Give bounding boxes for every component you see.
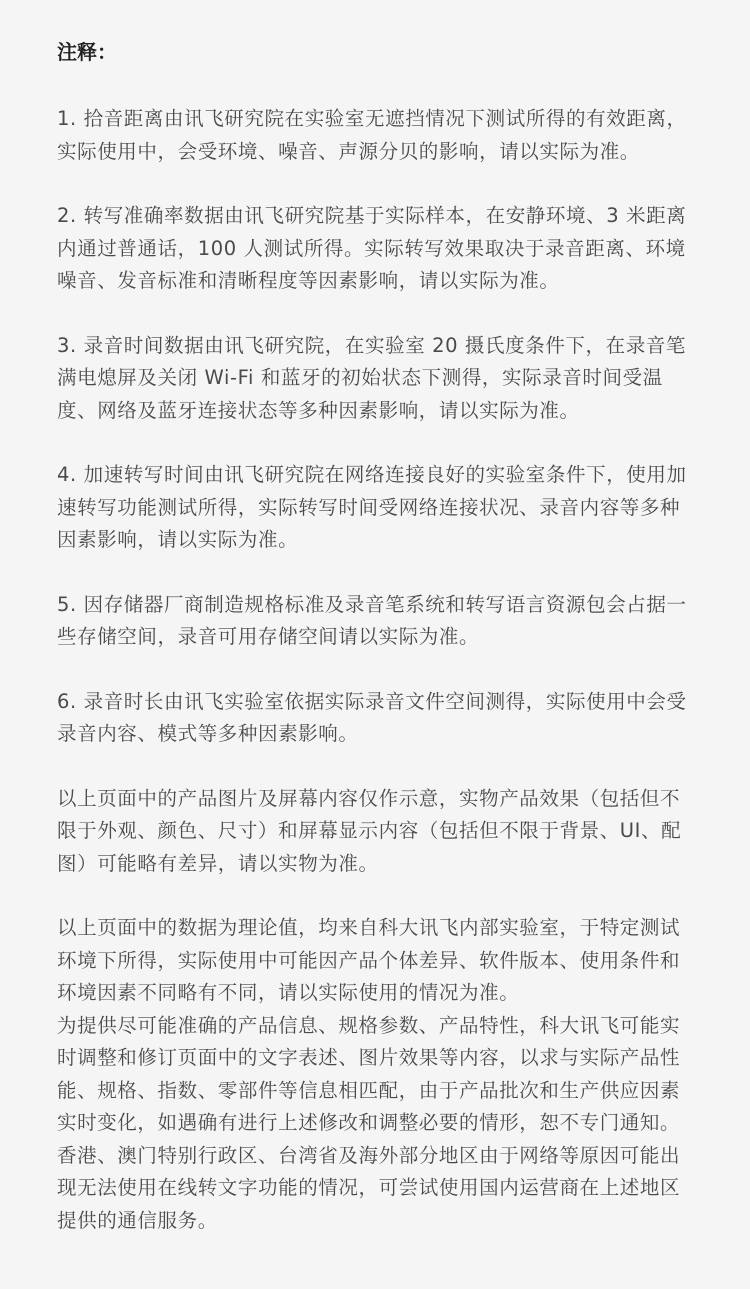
notes-heading: 注释： (57, 40, 117, 64)
note-4: 4. 加速转写时间由讯飞研究院在网络连接良好的实验室条件下，使用加速转写功能测试所得，实际转写时间受网络连接状况、录音内容等多种因素影响，请以实际为准。 (57, 463, 687, 551)
note-5: 5. 因存储器厂商制造规格标准及录音笔系统和转写语言资源包会占据一些存储空间，录音可用存储空间请以实际为准。 (57, 592, 687, 648)
note-2: 2. 转写准确率数据由讯飞研究院基于实际样本，在安静环境、3 米距离内通过普通话，100 人测试所得。实际转写效果取决于录音距离、环境噪音、发音标准和清晰程度等因素影响，请以实际为准。 (57, 204, 687, 292)
disclaimer-images: 以上页面中的产品图片及屏幕内容仅作示意，实物产品效果（包括但不限于外观、颜色、尺寸）和屏幕显示内容（包括但不限于背景、UI、配图）可能略有差异，请以实物为准。 (57, 786, 682, 875)
disclaimer-updates: 为提供尽可能准确的产品信息、规格参数、产品特性，科大讯飞可能实时调整和修订页面中的文字表述、图片效果等内容，以求与实际产品性能、规格、指数、零部件等信息相匹配，由于产品批次和生产供应因素实时变化，如遇确有进行上述修改和调整必要的情形，恕不专门通知。 (57, 1013, 681, 1134)
note-1: 1. 拾音距离由讯飞研究院在实验室无遮挡情况下测试所得的有效距离，实际使用中，会受环境、噪音、声源分贝的影响，请以实际为准。 (57, 107, 687, 163)
note-6: 6. 录音时长由讯飞实验室依据实际录音文件空间测得，实际使用中会受录音内容、模式等多种因素影响。 (57, 689, 687, 745)
disclaimer-regions: 香港、澳门特别行政区、台湾省及海外部分地区由于网络等原因可能出现无法使用在线转文字功能的情况，可尝试使用国内运营商在上述地区提供的通信服务。 (57, 1143, 681, 1232)
disclaimer-data: 以上页面中的数据为理论值，均来自科大讯飞内部实验室，于特定测试环境下所得，实际使用中可能因产品个体差异、软件版本、使用条件和环境因素不同略有不同，请以实际使用的情况为准。 (57, 916, 681, 1004)
note-3: 3. 录音时间数据由讯飞研究院，在实验室 20 摄氏度条件下，在录音笔满电熄屏及关闭 Wi-Fi 和蓝牙的初始状态下测得，实际录音时间受温度、网络及蓝牙连接状态等多种因素影响，请以实际为准。 (57, 333, 687, 422)
